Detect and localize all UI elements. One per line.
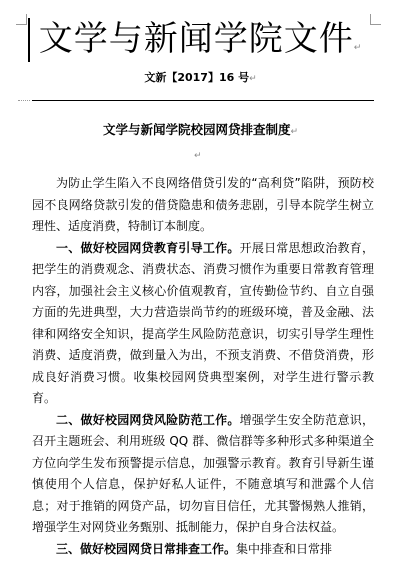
document-number <box>0 70 401 87</box>
paragraph-lead: 三、做好校园网贷日常排查工作。 <box>56 541 237 556</box>
paragraph-section-2 <box>32 410 374 539</box>
document-header-title <box>0 14 401 73</box>
document-heading-text: 文学与新闻学院校园网贷排查制度 <box>102 122 291 137</box>
paragraph-mark-icon: ↵ <box>353 43 363 53</box>
header-title-text: 文学与新闻学院文件 <box>38 19 354 59</box>
paragraph-mark-icon: ↵ <box>290 127 299 137</box>
header-divider-line <box>32 100 374 101</box>
margin-guide-dots <box>18 100 30 101</box>
paragraph-mark-icon: ↵ <box>194 151 202 161</box>
paragraph-text: 开展日常思想政治教育，把学生的消费观念、消费状态、消费习惯作为重要日常教育管理内容，加强社会主义核心价值观教育，宣传勤俭节约、自立自强方面的先进典型，大力营造崇尚节约的班级环境，普及金融、法律和网络安全知识，提高学生风险防范意识，切实引导学生理性消费、适度消费，做到量入为出，不预支消费、不借贷消费，形成良好消费习惯。收集校园网贷典型案例，对学生进行警示教育。 <box>32 240 374 405</box>
paragraph-lead: 一、做好校园网贷教育引导工作。 <box>56 240 240 255</box>
paragraph-mark-icon: ↵ <box>249 74 257 84</box>
paragraph-text: 增强学生安全防范意识，召开主题班会、利用班级 QQ 群、微信群等多种形式多种渠道全方位向学生发布预警提示信息，加强警示教育。教育引导新生谨慎使用个人信息，保护好私人证件，不随意填写和泄露个人信息；对于推销的网贷产品，切勿盲目信任，尤其警惕熟人推销，增强学生对网贷业务甄别、抵制能力，保护自身合法权益。 <box>32 412 374 534</box>
document-body[interactable] <box>32 173 374 560</box>
paragraph-section-3 <box>32 539 374 561</box>
text-cursor <box>28 18 30 62</box>
paragraph-section-1 <box>32 238 374 410</box>
document-number-text: 文新【2017】16 号 <box>144 71 250 84</box>
paragraph-intro <box>32 173 374 238</box>
paragraph-text: 为防止学生陷入不良网络借贷引发的“高利贷”陷阱，预防校园不良网络贷款引发的借贷隐患和债务悲剧，引导本院学生树立理性、适度消费，特制订本制度。 <box>32 176 374 233</box>
document-heading <box>0 121 401 141</box>
paragraph-lead: 二、做好校园网贷风险防范工作。 <box>56 412 240 427</box>
paragraph-text: 集中排查和日常排 <box>236 541 333 556</box>
